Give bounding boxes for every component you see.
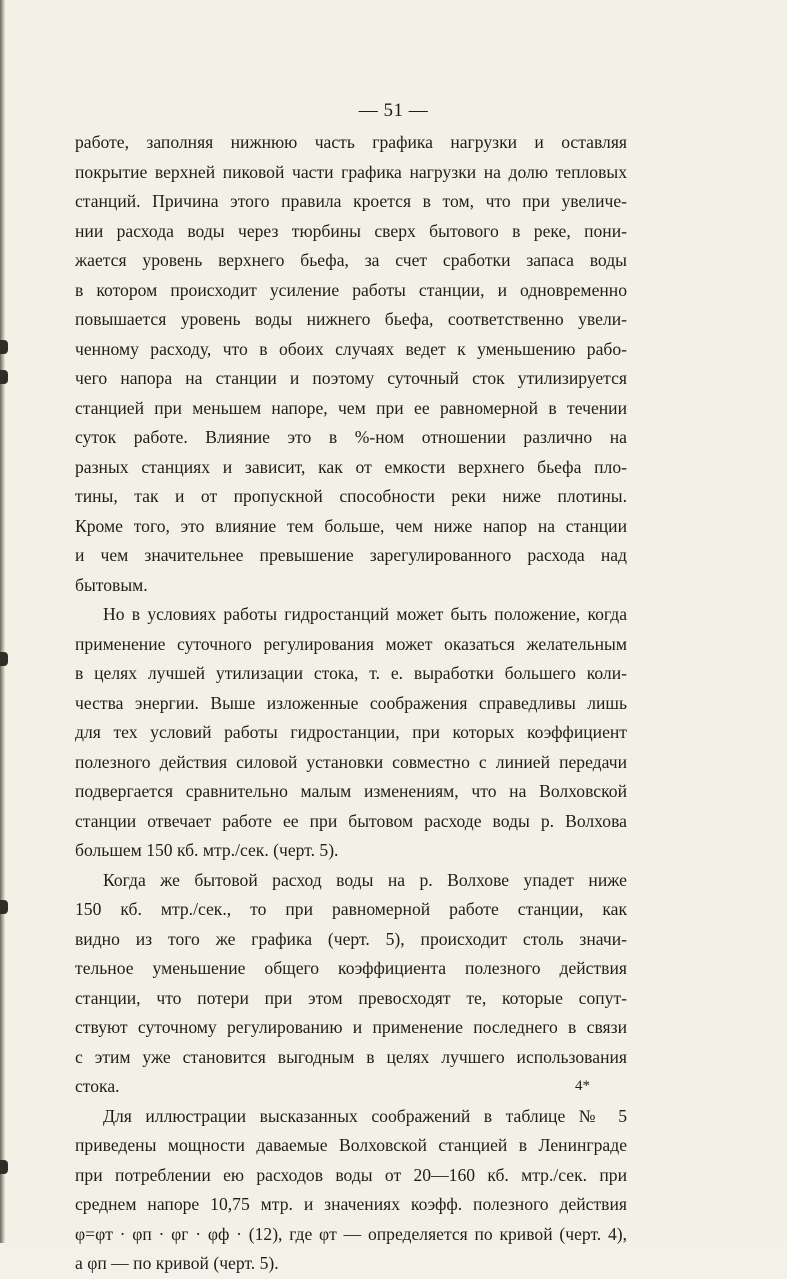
text-line: покрытие верхней пиковой части графика нагрузки на долю тепловых [75,161,627,182]
paragraph-2 [75,600,627,866]
text-line: среднем напоре 10,75 мтр. и значениях коэфф. полезного действия [75,1194,627,1214]
text-line: суток работе. Влияние это в %-ном отношении различно на [75,427,627,447]
text-line: станцией при меньшем напоре, чем при ее равномерной в течении [75,397,627,418]
text-line: Кроме того, это влияние тем больше, чем ниже напор на станции [75,515,627,536]
sheet-signature-mark: 4* [575,1078,590,1094]
text-line: в целях лучшей утилизации стока, т. е. выработки большего коли- [75,663,627,683]
text-line: а φп — по кривой (черт. 5). [75,1253,279,1273]
text-line: чего напора на станции и поэтому суточный сток утилизируется [75,368,627,388]
text-line: нии расхода воды через тюрбины сверх бытового в реке, пони- [75,220,627,241]
paragraph-4 [75,1102,627,1279]
text-line: полезного действия силовой установки совместно с линией передачи [75,751,627,772]
text-line: разных станциях и зависит, как от емкости верхнего бьефа пло- [75,456,627,477]
text-line: повышается уровень воды нижнего бьефа, соответственно увели- [75,309,627,329]
text-line: станции отвечает работе ее при бытовом расходе воды р. Волхова [75,810,627,831]
text-line: в котором происходит усиление работы станции, и одновременно [75,279,627,300]
book-spine-edge [0,0,5,1243]
text-line: чества энергии. Выше изложенные соображения справедливы лишь [75,692,627,713]
text-line: станции, что потери при этом превосходят те, которые сопут- [75,987,627,1008]
text-line: большем 150 кб. мтр./сек. (черт. 5). [75,840,339,860]
text-line: для тех условий работы гидростанции, при которых коэффициент [75,722,627,742]
text-line: работе, заполняя нижнюю часть графика нагрузки и оставляя [75,132,627,152]
spine-stitch-mark [0,900,8,914]
text-line: бытовым. [75,574,148,595]
text-line: жается уровень верхнего бьефа, за счет сработки запаса воды [75,250,627,270]
text-line: φ=φт · φп · φг · φф · (12), где φт — определяется по кривой (черт. 4), [75,1223,627,1244]
text-line: Но в условиях работы гидростанций может быть положение, когда [103,604,627,624]
text-line: тины, так и от пропускной способности реки ниже плотины. [75,486,627,506]
paragraph-1 [75,128,627,600]
text-line: с этим уже становится выгодным в целях лучшего использования [75,1046,627,1067]
text-line: ствуют суточному регулированию и применение последнего в связи [75,1017,627,1037]
text-line: приведены мощности даваемые Волховской станцией в Ленинграде [75,1135,627,1155]
spine-stitch-mark [0,652,8,666]
text-line: при потреблении ею расходов воды от 20—160 кб. мтр./сек. при [75,1164,627,1185]
text-line: 150 кб. мтр./сек., то при равномерной работе станции, как [75,899,627,919]
text-line: подвергается сравнительно малым изменениям, что на Волховской [75,781,627,801]
spine-stitch-mark [0,370,8,384]
text-line: стока. [75,1076,120,1096]
text-line: видно из того же графика (черт. 5), происходит столь значи- [75,928,627,949]
spine-stitch-mark [0,340,8,354]
text-line: Для иллюстрации высказанных соображений в таблице № 5 [103,1105,627,1126]
text-line: Когда же бытовой расход воды на р. Волхове упадет ниже [103,869,627,890]
text-line: тельное уменьшение общего коэффициента полезного действия [75,958,627,978]
paragraph-3 [75,866,627,1102]
body-text [75,128,627,1279]
text-line: и чем значительнее превышение зарегулированного расхода над [75,545,627,565]
page-number: — 51 — [358,100,429,121]
text-line: станций. Причина этого правила кроется в том, что при увеличе- [75,191,627,211]
text-line: ченному расходу, что в обоих случаях ведет к уменьшению рабо- [75,338,627,359]
text-line: применение суточного регулирования может оказаться желательным [75,633,627,654]
spine-stitch-mark [0,1160,8,1174]
